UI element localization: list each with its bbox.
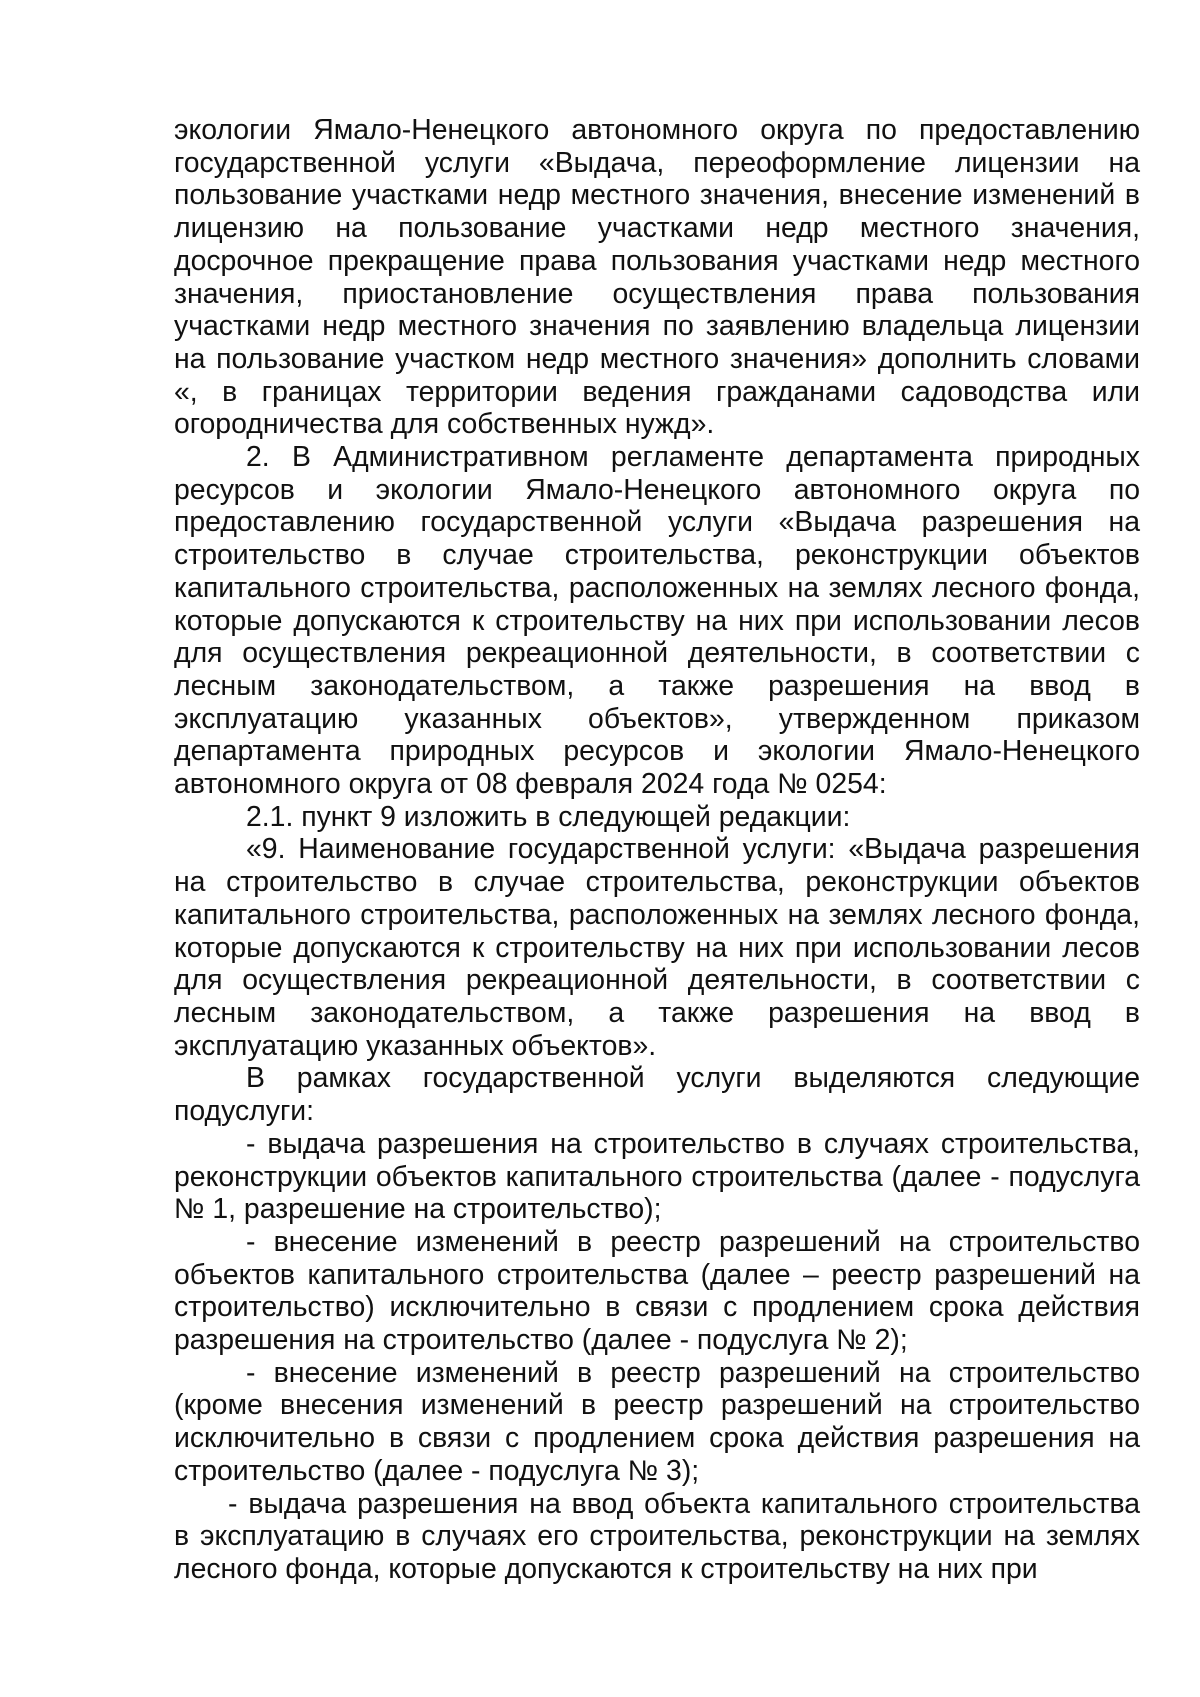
paragraph-item-2-1: 2.1. пункт 9 изложить в следующей редакции:	[246, 800, 851, 833]
list-item-subservice-2: - внесение изменений в реестр разрешений на строительство объектов капитального строительства (далее – реестр разрешений на строительство) исключительно в связи с продлением срока действия разрешения на строительство (далее - подуслуга № 2);	[174, 1225, 1140, 1357]
list-item-subservice-3: - внесение изменений в реестр разрешений на строительство (кроме внесения изменений в реестр разрешений на строительство исключительно в связи с продлением срока действия разрешения на строительство (далее - подуслуга № 3);	[174, 1356, 1140, 1487]
list-item-subservice-1: - выдача разрешения на строительство в случаях строительства, реконструкции объектов капитального строительства (далее - подуслуга № 1, разрешение на строительство);	[174, 1127, 1140, 1226]
paragraph-subservices-intro: В рамках государственной услуги выделяются следующие подуслуги:	[174, 1062, 1140, 1128]
paragraph-item-9-quote: «9. Наименование государственной услуги: «Выдача разрешения на строительство в случае строительства, реконструкции объектов капитального строительства, расположенных на землях лесного фонда, которые допускаются к строительству на них при использовании лесов для осуществления рекреационной деятельности, в соответствии с лесным законодательством, а также разрешения на ввод в эксплуатацию указанных объектов».	[174, 833, 1140, 1062]
document-page	[174, 114, 1140, 1586]
paragraph-item-2: 2. В Административном регламенте департамента природных ресурсов и экологии Ямало-Ненецкого автономного округа по предоставлению государственной услуги «Выдача разрешения на строительство в случае строительства, реконструкции объектов капитального строительства, расположенных на землях лесного фонда, которые допускаются к строительству на них при использовании лесов для осуществления рекреационной деятельности, в соответствии с лесным законодательством, а также разрешения на ввод в эксплуатацию указанных объектов», утвержденном приказом департамента природных ресурсов и экологии Ямало-Ненецкого автономного округа от 08 февраля 2024 года № 0254:	[174, 441, 1140, 801]
list-item-subservice-4: - выдача разрешения на ввод объекта капитального строительства в эксплуатацию в случаях его строительства, реконструкции на землях лесного фонда, которые допускаются к строительству на них при	[174, 1487, 1140, 1585]
paragraph-continuation: экологии Ямало-Ненецкого автономного округа по предоставлению государственной услуги «Выдача, переоформление лицензии на пользование участками недр местного значения, внесение изменений в лицензию на пользование участками недр местного значения, досрочное прекращение права пользования участками недр местного значения, приостановление осуществления права пользования участками недр местного значения по заявлению владельца лицензии на пользование участком недр местного значения» дополнить словами «, в границах территории ведения гражданами садоводства или огородничества для собственных нужд».	[174, 114, 1140, 441]
